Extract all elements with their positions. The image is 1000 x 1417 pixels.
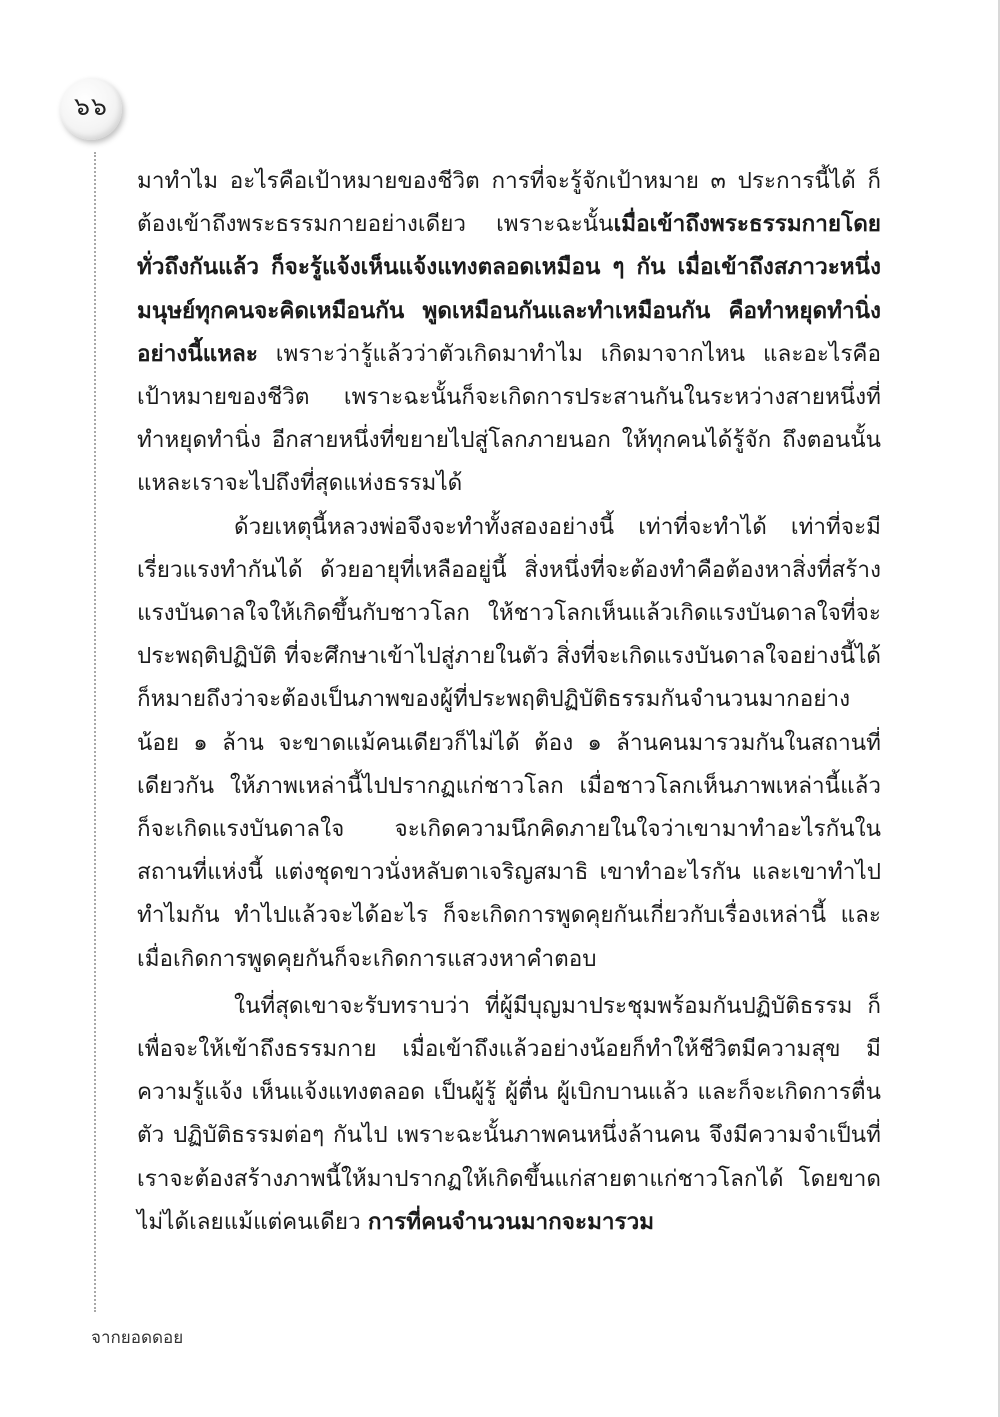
paragraph-1 [137, 160, 881, 506]
body-text [137, 160, 881, 1244]
paragraph-3 [137, 985, 881, 1244]
footer-book-title: จากยอดดอย [91, 1328, 184, 1348]
paragraph-3-text: ในที่สุดเขาจะรับทราบว่า ที่ผู้มีบุญมาประชุมพร้อมกันปฏิบัติธรรม ก็เพื่อจะให้เข้าถึงธรรมกาย เมื่อเข้าถึงแล้วอย่างน้อยก็ทำให้ชีวิตมีความสุข มีความรู้แจ้ง เห็นแจ้งแทงตลอด เป็นผู้รู้ ผู้ตื่น ผู้เบิกบานแล้ว และก็จะเกิดการตื่นตัว ปฏิบัติธรรมต่อๆ กันไป เพราะฉะนั้นภาพคนหนึ่งล้านคน จึงมีความจำเป็นที่เราจะต้องสร้างภาพนี้ให้มาปรากฏให้เกิดขึ้นแก่สายตาแก่ชาวโลกได้ โดยขาดไม่ได้เลยแม้แต่คนเดียว [137, 992, 881, 1235]
paragraph-2: ด้วยเหตุนี้หลวงพ่อจึงจะทำทั้งสองอย่างนี้ เท่าที่จะทำได้ เท่าที่จะมีเรี่ยวแรงทำกันได้ ด้วยอายุที่เหลืออยู่นี้ สิ่งหนึ่งที่จะต้องทำคือต้องหาสิ่งที่สร้างแรงบันดาลใจให้เกิดขึ้นกับชาวโลก ให้ชาวโลกเห็นแล้วเกิดแรงบันดาลใจที่จะประพฤติปฏิบัติ ที่จะศึกษาเข้าไปสู่ภายในตัว สิ่งที่จะเกิดแรงบันดาลใจอย่างนี้ได้ก็หมายถึงว่าจะต้องเป็นภาพของผู้ที่ประพฤติปฏิบัติธรรมกันจำนวนมากอย่างน้อย ๑ ล้าน จะขาดแม้คนเดียวก็ไม่ได้ ต้อง ๑ ล้านคนมารวมกันในสถานที่เดียวกัน ให้ภาพเหล่านี้ไปปรากฏแก่ชาวโลก เมื่อชาวโลกเห็นภาพเหล่านี้แล้ว ก็จะเกิดแรงบันดาลใจ จะเกิดความนึกคิดภายในใจว่าเขามาทำอะไรกันในสถานที่แห่งนี้ แต่งชุดขาวนั่งหลับตาเจริญสมาธิ เขาทำอะไรกัน และเขาทำไปทำไมกัน ทำไปแล้วจะได้อะไร ก็จะเกิดการพูดคุยกันเกี่ยวกับเรื่องเหล่านี้ และเมื่อเกิดการพูดคุยกันก็จะเกิดการแสวงหาคำตอบ [137, 513, 881, 972]
paragraph-1-text-a: มาทำไม อะไรคือเป้าหมายของชีวิต การที่จะรู้จักเป้าหมาย ๓ ประการนี้ได้ ก็ต้องเข้าถึงพระธรรมกายอย่างเดียว เพราะฉะนั้น [137, 168, 881, 238]
page-number: ๖๖ [74, 92, 108, 121]
paragraph-1-text-b: เพราะว่ารู้แล้วว่าตัวเกิดมาทำไม เกิดมาจากไหน และอะไรคือเป้าหมายของชีวิต เพราะฉะนั้นก็จะเกิดการประสานกันในระหว่างสายหนึ่งที่ทำหยุดทำนิ่ง อีกสายหนึ่งที่ขยายไปสู่โลกภายนอก ให้ทุกคนได้รู้จัก ถึงตอนนั้นแหละเราจะไปถึงที่สุดแห่งธรรมได้ [137, 340, 881, 497]
page-number-badge [60, 78, 122, 140]
paragraph-1-bold-text: เมื่อเข้าถึงพระธรรมกายโดยทั่วถึงกันแล้ว ก็จะรู้แจ้งเห็นแจ้งแทงตลอดเหมือน ๆ กัน เมื่อเข้าถึงสภาวะหนึ่ง มนุษย์ทุกคนจะคิดเหมือนกัน พูดเหมือนกันและทำเหมือนกัน คือทำหยุดทำนิ่ง อย่างนี้แหละ [137, 211, 881, 367]
dotted-margin-rule [94, 152, 96, 1312]
paragraph-3-bold-text: การที่คนจำนวนมากจะมารวม [367, 1208, 655, 1235]
